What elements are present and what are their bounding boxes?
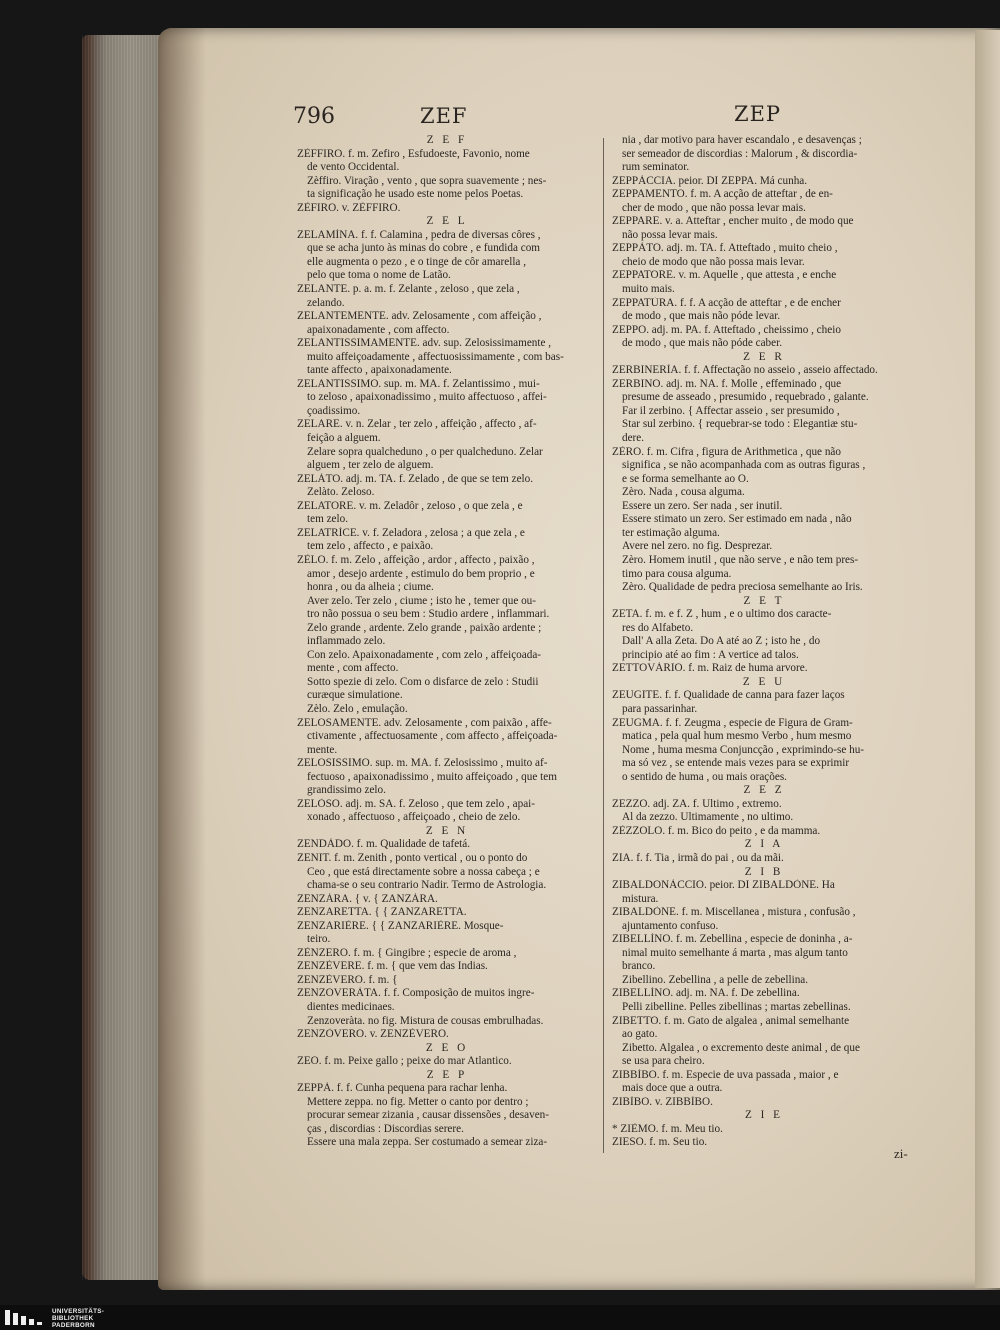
text-line: ZELARE. v. n. Zelar , ter zelo , affeição , affecto , af- (297, 418, 537, 431)
text-line: Star sul zerbino. { requebrar-se todo : Elegantiæ stu- (622, 418, 858, 431)
text-line: ter estimação alguma. (622, 526, 720, 539)
text-line: se usa para cheiro. (622, 1055, 705, 1068)
text-line: e se forma semelhante ao O. (622, 472, 749, 485)
text-line: ZIBALDONÀCCIO. peior. DI ZIBALDÒNE. Ha (612, 879, 835, 892)
text-line: significa , se não acompanhada com as outras figuras , (622, 459, 866, 472)
text-line: Zèro. Homem inutil , que não serve , e não tem pres- (622, 553, 859, 566)
text-line: ctivamente , affectuosamente , com affecto , affeiçoada- (307, 730, 558, 743)
text-line: mistura. (622, 892, 659, 905)
text-line: Zèlo. Zelo , emulação. (307, 702, 408, 715)
text-line: nimal muito semelhante á marta , mas algum tanto (622, 946, 848, 959)
text-line: ZEPPAMENTO. f. m. A acção de atteftar , de en- (612, 188, 833, 201)
text-line: ma só vez , se entende mais vezes para se exprimir (622, 757, 850, 770)
text-line: ZERBINO. adj. m. NA. f. Molle , effeminado , que (612, 377, 842, 390)
text-line: Con zelo. Apaixonadamente , com zelo , affeiçoada- (307, 648, 542, 661)
text-line: ZENZARETTA. { { ZANZARETTA. (297, 906, 467, 919)
text-line: fectuoso , apaixonadissimo , muito affeiçoado , que tem (307, 770, 557, 783)
running-head-right: ZEP (734, 102, 782, 126)
text-line: grandissimo zelo. (307, 784, 386, 797)
text-line: Zibetto. Algalea , o excremento deste animal , de que (622, 1041, 860, 1054)
text-line: * ZIÈMO. f. m. Meu tio. (612, 1122, 723, 1135)
text-line: ao gato. (622, 1028, 658, 1041)
text-line: ZELANTISSIMO. sup. m. MA. f. Zelantissimo , mui- (297, 377, 540, 390)
text-line: ZENDÀDO. f. m. Qualidade de tafetá. (297, 838, 471, 851)
section-letters: Z E O (425, 1041, 469, 1054)
text-line: de modo , que mais não póde levar. (622, 310, 781, 323)
text-line: Ceo , que está directamente sobre a nossa cabeça ; e (307, 865, 540, 878)
gutter-shadow (158, 28, 206, 1290)
text-line: ZÈLO. f. m. Zelo , affeição , ardor , affecto , paixão , (297, 553, 535, 566)
text-line: res do Alfabeto. (622, 621, 694, 634)
section-letters: Z I A (744, 838, 784, 851)
section-letters: Z E F (426, 134, 468, 146)
text-line: Mettere zeppa. no fig. Metter o canto por dentro ; (307, 1095, 529, 1108)
text-line: branco. (622, 960, 656, 973)
text-line: ZIBÌBO. v. ZIBBÌBO. (612, 1095, 713, 1108)
text-line: ZÈFFIRO. f. m. Zefiro , Esfudoeste, Favonio, nome (297, 147, 530, 160)
text-line: para passarinhar. (622, 702, 698, 715)
text-line: Zelàto. Zeloso. (307, 486, 375, 499)
catchword: zi- (894, 1146, 908, 1161)
text-line: dere. (622, 432, 645, 445)
library-footer (0, 1305, 1000, 1330)
text-line: ZELOSISSIMO. sup. m. MA. f. Zelosissimo , muito af- (297, 757, 548, 770)
right-column (612, 134, 916, 1150)
text-line: ZEUGMA. f. f. Zeugma , especie de Figura de Gram- (612, 716, 853, 729)
text-line: ZELAMÌNA. f. f. Calamina , pedra de diversas côres , (297, 228, 541, 241)
section-letters: Z E L (426, 215, 468, 228)
text-line: Zenzoveràta. no fig. Mistura de cousas embrulhadas. (307, 1014, 544, 1027)
text-line: ZEZZO. adj. ZA. f. Ultimo , extremo. (612, 797, 782, 810)
text-line: ZIESO. f. m. Seu tio. (612, 1136, 708, 1149)
text-line: ZEPPATORE. v. m. Aquelle , que attesta , e enche (612, 269, 837, 282)
text-line: xonado , affectuoso , affeiçoado , cheio de zelo. (307, 811, 521, 824)
text-line: ZETA. f. m. e f. Z , hum , e o ultimo dos caracte- (612, 608, 832, 621)
text-line: Zèffiro. Viração , vento , que sopra suavemente ; nes- (307, 174, 547, 187)
text-line: presume de asseado , presumido , requebrado , galante. (622, 391, 869, 404)
text-line: apaixonadamente , com affecto. (307, 323, 450, 336)
text-line: ZENIT. f. m. Zenith , ponto vertical , ou o ponto do (297, 851, 528, 864)
text-line: Aver zelo. Ter zelo , ciume ; isto he , temer que ou- (307, 594, 536, 607)
text-line: muito affeiçoadamente , affectuosissimamente , com bas- (307, 350, 564, 363)
logo-line-2: BIBLIOTHEK (52, 1315, 94, 1323)
text-line: ZENZÈVERO. f. m. { (297, 973, 398, 986)
text-line: pelo que toma o nome de Latão. (307, 269, 451, 282)
text-line: ZÈNZERO. f. m. { Gingibre ; especie de aroma , (297, 946, 517, 959)
text-line: ZENZÀRA. { v. { ZANZÀRA. (297, 892, 438, 905)
text-line: Essere un zero. Ser nada , ser inutil. (622, 499, 783, 512)
text-line: timo para cousa alguma. (622, 567, 732, 580)
section-letters: Z E R (743, 350, 785, 363)
library-logo-icon (5, 1310, 43, 1325)
text-line: alguem , ter zelo de alguem. (307, 459, 434, 472)
text-line: ZEPPÀTO. adj. m. TA. f. Atteftado , muito cheio , (612, 242, 838, 255)
text-line: ZEPPO. adj. m. PA. f. Atteftado , cheissimo , cheio (612, 323, 841, 336)
text-line: feição a alguem. (307, 432, 381, 445)
text-line: teiro. (307, 933, 331, 946)
text-line: procurar semear zizania , causar dissensões , desaven- (307, 1109, 549, 1122)
section-letters: Z I E (745, 1109, 783, 1122)
text-line: ZIBBÌBO. f. m. Especie de uva passada , maior , e (612, 1068, 839, 1081)
text-line: ZIBETTO. f. m. Gato de algalea , animal semelhante (612, 1014, 850, 1027)
text-line: de modo , que mais não póde caber. (622, 337, 782, 350)
text-line: çoadissimo. (307, 404, 361, 417)
text-line: cher de modo , que não possa levar mais. (622, 201, 806, 214)
section-letters: Z I B (744, 865, 784, 878)
text-line: Al da zezzo. Ultimamente , no ultimo. (622, 811, 794, 824)
text-line: rum seminator. (622, 161, 690, 174)
text-line: chama-se o seu contrario Nadir. Termo de Astrologia. (307, 879, 547, 892)
text-line: dientes medicinaes. (307, 1001, 395, 1013)
text-line: ZEUGITE. f. f. Qualidade de canna para fazer laços (612, 689, 845, 702)
text-line: curæque simulatione. (307, 689, 403, 702)
text-line: ZELANTEMENTE. adv. Zelosamente , com affeição , (297, 310, 542, 323)
text-line: ZENZÒVERO. v. ZENZÈVERO. (297, 1028, 449, 1041)
logo-line-1: UNIVERSITÄTS- (52, 1308, 105, 1315)
text-line: ZENZARIÈRE. { { ZANZARIÈRE. Mosque- (297, 919, 504, 932)
text-line: Nome , huma mesma Conjuncção , exprimindo-se hu- (622, 743, 865, 756)
text-line: ZELÒSO. adj. m. SA. f. Zeloso , que tem zelo , apai- (297, 797, 535, 810)
text-line: ajuntamento confuso. (622, 919, 719, 932)
text-line: Zèro. Nada , cousa alguma. (622, 486, 745, 499)
text-line: Essere una mala zeppa. Ser costumado a semear ziza- (307, 1136, 548, 1149)
running-head-left: ZEF (420, 104, 468, 128)
text-line: ZIA. f. f. Tia , irmã do pai , ou da mãi. (612, 851, 784, 864)
text-line: nia , dar motivo para haver escandalo , e desavenças ; (622, 134, 862, 146)
text-line: tem zelo. (307, 513, 349, 526)
text-line: to zeloso , apaixonadissimo , muito affectuoso , affei- (307, 391, 547, 404)
text-line: Zelo grande , ardente. Zelo grande , paixão ardente ; (307, 621, 542, 634)
text-line: ZÈRO. f. m. Cifra , figura de Arithmetica , que não (612, 445, 841, 458)
text-line: ZIBELLÌNO. f. m. Zebellina , especie de doninha , a- (612, 933, 853, 946)
library-logo-text (52, 1308, 104, 1330)
text-line: ZENZOVERÀTA. f. f. Composição de muitos ingre- (297, 987, 535, 1000)
text-line: mais doce que a outra. (622, 1082, 723, 1095)
next-page-edge (975, 30, 1000, 1288)
text-line: ZELANTISSIMAMENTE. adv. sup. Zelosissimamente , (297, 337, 552, 350)
text-line: ZETTOVÀRIO. f. m. Raiz de huma arvore. (612, 662, 808, 675)
text-line: mente. (307, 743, 338, 756)
text-line: Sotto spezie di zelo. Com o disfarce de zelo : Studii (307, 675, 539, 688)
section-letters: Z E Z (743, 784, 785, 797)
text-line: ZEPPATÙRA. f. f. A acção de atteftar , e de encher (612, 296, 841, 309)
logo-line-3: PADERBORN (52, 1322, 95, 1330)
text-line: matica , pela qual hum mesmo Verbo , hum mesmo (622, 730, 852, 743)
text-line: zelando. (307, 296, 345, 309)
page-number: 796 (293, 104, 335, 129)
text-line: de vento Occidental. (307, 161, 400, 174)
text-line: ZELATORE. v. m. Zeladôr , zeloso , o que zela , e (297, 499, 523, 512)
text-line: tante affecto , apaixonadamente. (307, 364, 452, 377)
text-line: Avere nel zero. no fig. Desprezar. (622, 540, 773, 553)
section-letters: Z E N (425, 824, 469, 837)
text-line: não possa levar mais. (622, 228, 718, 241)
text-line: cheio de modo que não possa mais levar. (622, 255, 805, 268)
text-line: tem zelo , affecto , e paixão. (307, 540, 434, 553)
text-line: tro não possua o seu bem : Studio ardere , inflammari. (307, 608, 550, 621)
text-line: Zibellino. Zebellina , a pelle de zebellina. (622, 973, 809, 986)
text-line: ZERBINERÌA. f. f. Affectação no asseio , asseio affectado. (612, 364, 878, 377)
text-line: ZÈFIRO. v. ZÈFFIRO. (297, 201, 401, 214)
text-line: ZEPPÀCCIA. peior. DI ZEPPA. Má cunha. (612, 174, 808, 187)
text-line: mente , com affecto. (307, 662, 399, 675)
text-line: Zelare sopra qualcheduno , o per qualcheduno. Zelar (307, 445, 543, 458)
text-line: ZELATRÌCE. v. f. Zeladora , zelosa ; a que zela , e (297, 526, 525, 539)
text-line: ZELÀTO. adj. m. TA. f. Zelado , de que se tem zelo. (297, 472, 534, 485)
text-line: principio até ao fim : A vertice ad talos. (622, 648, 799, 661)
text-line: amor , desejo ardente , estimulo do bem proprio , e (307, 567, 535, 580)
text-line: ZENZÈVERE. f. m. { que vem das Indias. (297, 960, 488, 973)
text-line: ZEPPARE. v. a. Atteftar , encher muito , de modo que (612, 215, 854, 228)
left-column (297, 134, 597, 1150)
text-line: inflammado zelo. (307, 635, 386, 648)
text-line: o sentido de huma , ou mais orações. (622, 770, 787, 783)
text-line: Pelli zibelline. Pelles zibellinas ; martas zebellinas. (622, 1001, 851, 1013)
section-letters: Z E U (742, 675, 786, 688)
text-line: ZELANTE. p. a. m. f. Zelante , zeloso , que zela , (297, 283, 520, 296)
text-line: ZIBALDÒNE. f. m. Miscellanea , mistura , confusão , (612, 906, 856, 919)
text-line: Far il zerbino. { Affectar asseio , ser presumido , (622, 404, 840, 417)
text-line: Essere stimato un zero. Ser estimado em nada , não (622, 513, 852, 526)
section-letters: Z E P (426, 1068, 468, 1081)
section-letters: Z E T (743, 594, 785, 607)
column-rule (603, 138, 604, 1153)
text-line: ta significação he usado este nome pelos Poetas. (307, 188, 524, 201)
text-line: ZEPPÀ. f. f. Cunha pequena para rachar lenha. (297, 1082, 508, 1095)
text-line: muito mais. (622, 283, 675, 296)
text-line: elle augmenta o pezo , e o tinge de côr amarella , (307, 255, 526, 268)
text-line: ser semeador de discordias : Malorum , & discordia- (622, 147, 858, 160)
text-line: ZEO. f. m. Peixe gallo ; peixe do mar Atlantico. (297, 1055, 512, 1068)
text-line: que se acha junto às minas do cobre , e fundida com (307, 242, 540, 255)
text-line: ZÈZZOLO. f. m. Bico do peito , e da mamma. (612, 824, 821, 837)
text-line: ças , discordias : Discordias serere. (307, 1122, 464, 1135)
text-line: ZELOSAMENTE. adv. Zelosamente , com paixão , affe- (297, 716, 552, 729)
text-line: Zèro. Qualidade de pedra preciosa semelhante ao Iris. (622, 581, 863, 594)
text-line: honra , ou da alheia ; ciume. (307, 581, 434, 594)
text-line: Dall' A alla Zeta. Do A até ao Z ; isto he , do (622, 635, 821, 648)
text-line: ZIBELLÌNO. adj. m. NA. f. De zebellina. (612, 987, 800, 1000)
